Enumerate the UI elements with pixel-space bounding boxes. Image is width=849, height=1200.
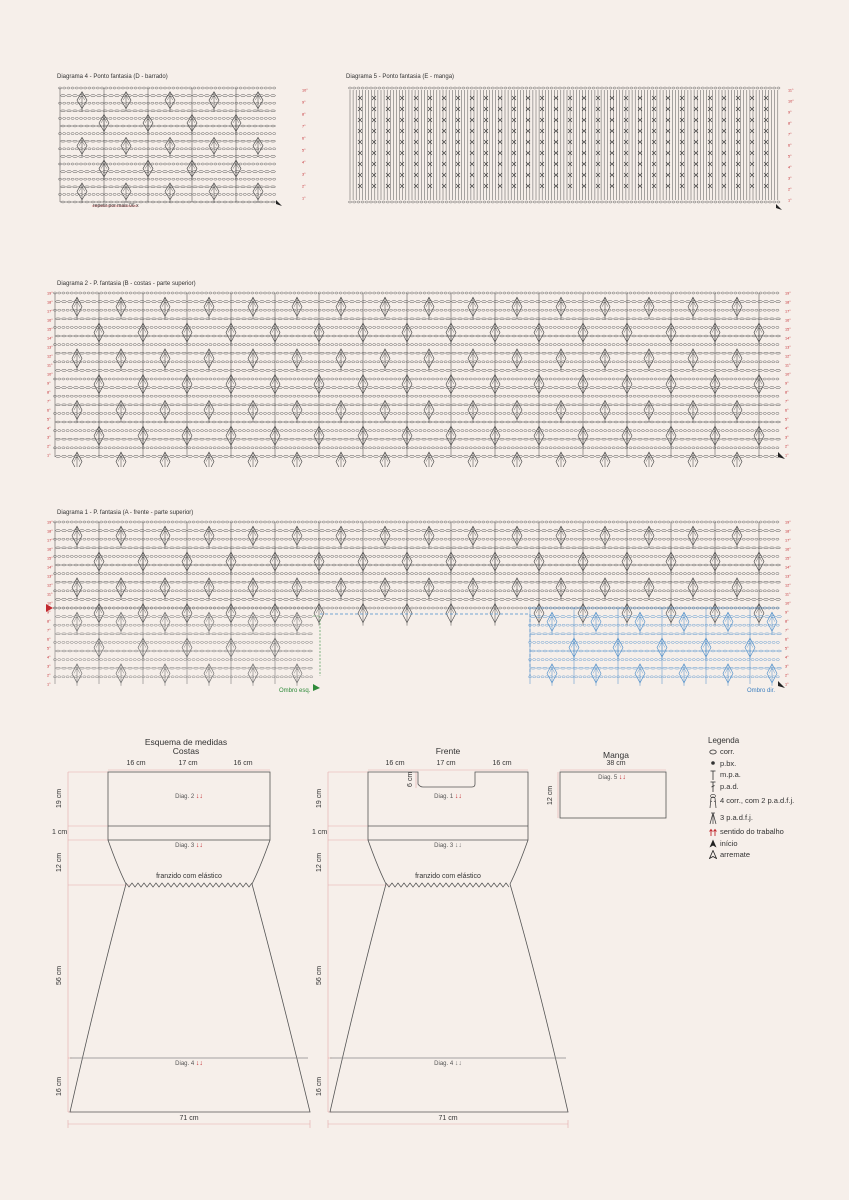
row-number-label: 7° (785, 628, 789, 633)
row-number-label: 3° (47, 664, 51, 669)
row-number-label: 2° (302, 184, 306, 189)
row-number-label: 15° (785, 327, 791, 332)
legend-label: 3 p.a.d.f.j. (720, 813, 753, 822)
picot-cluster-icon (708, 793, 718, 809)
row-number-label: 14° (785, 336, 791, 341)
row-number-label: 7° (47, 628, 51, 633)
down-arrows-icon: ↓↓ (454, 842, 462, 849)
front-top-width-2: 17 cm (436, 760, 456, 767)
row-number-label: 1° (302, 196, 306, 201)
legend-item (708, 769, 794, 781)
row-number-label: 18° (47, 529, 53, 534)
row-number-label: 1° (785, 682, 789, 687)
row-number-label: 12° (47, 583, 53, 588)
row-number-label: 5° (302, 148, 306, 153)
row-number-label: 6° (302, 136, 306, 141)
row-number-label: 13° (47, 345, 53, 350)
row-number-label: 10° (302, 88, 308, 93)
down-arrows-icon: ↓↓ (195, 842, 203, 849)
right-shoulder-label: Ombro dir. (747, 688, 776, 694)
row-number-label: 15° (47, 556, 53, 561)
legend-label: arremate (720, 850, 751, 860)
row-number-label: 4° (47, 426, 51, 431)
row-number-label: 6° (47, 637, 51, 642)
row-number-label: 8° (47, 390, 51, 395)
row-number-label: 18° (785, 529, 791, 534)
legend-item (708, 792, 794, 809)
row-number-label: 1° (788, 198, 792, 203)
row-number-label: 5° (785, 646, 789, 651)
row-number-label: 2° (47, 444, 51, 449)
row-number-label: 9° (302, 100, 306, 105)
row-number-label: 17° (785, 538, 791, 543)
row-number-label: 12° (47, 354, 53, 359)
row-number-label: 11° (785, 363, 791, 368)
row-number-label: 14° (47, 565, 53, 570)
front-title: Frente (435, 746, 461, 756)
front-height-band: 1 cm (312, 829, 328, 836)
row-number-label: 18° (47, 300, 53, 305)
row-number-label: 8° (785, 619, 789, 624)
row-number-label: 8° (47, 619, 51, 624)
legend-item (708, 838, 794, 850)
back-elastic-label: franzido com elástico (156, 873, 222, 880)
row-number-label: 9° (788, 110, 792, 115)
row-number-label: 4° (47, 655, 51, 660)
row-number-label: 1° (47, 682, 51, 687)
legend-item (708, 758, 794, 770)
row-number-label: 2° (785, 673, 789, 678)
sleeve-title: Manga (603, 750, 629, 760)
back-guides (68, 770, 310, 1128)
back-height-skirt: 56 cm (56, 965, 63, 985)
row-number-label: 8° (302, 112, 306, 117)
work-direction-icon (708, 828, 718, 836)
front-diag-bottom-tag: Diag. 4 ↓↓ (434, 1060, 462, 1067)
legend-item (708, 781, 794, 793)
sleeve-diag-tag: Diag. 5 ↓↓ (598, 774, 626, 781)
row-number-label: 12° (785, 583, 791, 588)
back-top-width-3: 16 cm (233, 760, 253, 767)
row-number-label: 19° (47, 520, 53, 525)
row-number-label: 12° (785, 354, 791, 359)
legend-title: Legenda (708, 736, 740, 745)
front-height-waist: 12 cm (316, 852, 323, 872)
row-number-label: 4° (302, 160, 306, 165)
row-number-label: 9° (47, 610, 51, 615)
row-number-label: 6° (47, 408, 51, 413)
diagram-2-title: Diagrama 2 - P. fantasia (B - costas - parte superior) (57, 281, 196, 287)
row-number-label: 1° (47, 453, 51, 458)
sleeve-height-label: 12 cm (547, 785, 554, 805)
row-number-label: 18° (785, 300, 791, 305)
row-number-label: 13° (47, 574, 53, 579)
left-shoulder-label: Ombro esq. (279, 688, 311, 694)
row-number-label: 8° (788, 121, 792, 126)
legend-label: p.a.d. (720, 781, 739, 791)
row-number-label: 6° (785, 408, 789, 413)
row-number-label: 4° (785, 655, 789, 660)
front-diag-band-tag: Diag. 3 ↓↓ (434, 842, 462, 849)
back-title: Costas (172, 746, 200, 756)
back-height-hem: 16 cm (56, 1076, 63, 1096)
down-arrows-icon: ↓↓ (618, 774, 626, 781)
front-top-width-3: 16 cm (492, 760, 512, 767)
row-number-label: 14° (47, 336, 53, 341)
legend-label: início (720, 838, 738, 848)
row-number-label: 19° (47, 291, 53, 296)
back-elastic-zigzag (126, 883, 252, 887)
front-diag-top-tag: Diag. 1 ↓↓ (434, 793, 462, 800)
row-number-label: 16° (47, 547, 53, 552)
back-height-band: 1 cm (52, 829, 68, 836)
row-number-label: 3° (302, 172, 306, 177)
row-number-label: 2° (788, 187, 792, 192)
row-number-label: 7° (47, 399, 51, 404)
down-arrows-icon: ↓↓ (195, 1060, 203, 1067)
down-arrows-icon: ↓↓ (454, 1060, 462, 1067)
row-number-label: 2° (785, 444, 789, 449)
row-number-label: 10° (47, 372, 53, 377)
front-bottom-width: 71 cm (438, 1115, 458, 1122)
legend-label: sentido do trabalho (720, 827, 784, 837)
back-top-width-2: 17 cm (178, 760, 198, 767)
sleeve-width-label: 38 cm (606, 760, 626, 767)
cluster-icon (708, 811, 718, 825)
front-guides (328, 770, 568, 1128)
back-diag-band-tag: Diag. 3 ↓↓ (175, 842, 203, 849)
front-height-hem: 16 cm (316, 1076, 323, 1096)
row-number-label: 7° (788, 132, 792, 137)
front-neck-depth: 6 cm (407, 771, 414, 787)
row-number-label: 17° (47, 538, 53, 543)
legend-item (708, 809, 794, 826)
row-number-label: 19° (785, 291, 791, 296)
row-number-label: 10° (788, 99, 794, 104)
row-number-label: 8° (785, 390, 789, 395)
legend (708, 736, 794, 861)
row-number-label: 3° (788, 176, 792, 181)
down-arrows-icon: ↓↓ (454, 793, 462, 800)
front-height-bodice: 19 cm (316, 788, 323, 808)
row-number-label: 11° (785, 592, 791, 597)
row-number-label: 9° (785, 610, 789, 615)
legend-item (708, 826, 794, 838)
row-number-label: 15° (47, 327, 53, 332)
row-number-label: 10° (47, 601, 53, 606)
diagram-4-repeat-note: repetir por mais 06 x (93, 203, 139, 209)
row-number-label: 17° (47, 309, 53, 314)
row-number-label: 6° (788, 143, 792, 148)
start-icon (708, 839, 718, 848)
row-number-label: 16° (785, 318, 791, 323)
row-number-label: 9° (47, 381, 51, 386)
row-number-label: 6° (785, 637, 789, 642)
diagram-4-title: Diagrama 4 - Ponto fantasia (D - barrado) (57, 74, 168, 80)
row-number-label: 7° (302, 124, 306, 129)
front-top-width-1: 16 cm (385, 760, 405, 767)
front-elastic-zigzag (386, 883, 509, 887)
row-number-label: 5° (47, 646, 51, 651)
row-number-label: 3° (785, 435, 789, 440)
legend-item (708, 746, 794, 758)
row-number-label: 13° (785, 345, 791, 350)
back-height-waist: 12 cm (56, 852, 63, 872)
legend-label: m.p.a. (720, 770, 741, 780)
legend-label: 4 corr., com 2 p.a.d.f.j. (720, 796, 795, 805)
schema-title: Esquema de medidas (144, 737, 228, 747)
slip-stitch-icon (708, 760, 718, 766)
row-number-label: 10° (785, 372, 791, 377)
row-number-label: 9° (785, 381, 789, 386)
legend-label: corr. (720, 747, 735, 757)
back-bottom-width: 71 cm (179, 1115, 199, 1122)
row-number-label: 16° (785, 547, 791, 552)
front-elastic-label: franzido com elástico (415, 873, 481, 880)
row-number-label: 15° (785, 556, 791, 561)
row-number-label: 5° (47, 417, 51, 422)
legend-label: p.bx. (720, 758, 737, 768)
down-arrows-icon: ↓↓ (195, 793, 203, 800)
row-number-label: 5° (785, 417, 789, 422)
row-number-label: 3° (47, 435, 51, 440)
row-number-label: 7° (785, 399, 789, 404)
legend-item (708, 849, 794, 861)
row-number-label: 19° (785, 520, 791, 525)
double-crochet-icon (708, 781, 718, 792)
row-number-label: 5° (788, 154, 792, 159)
row-number-label: 16° (47, 318, 53, 323)
front-height-skirt: 56 cm (316, 965, 323, 985)
row-number-label: 4° (788, 165, 792, 170)
row-number-label: 1° (785, 453, 789, 458)
row-number-label: 17° (785, 309, 791, 314)
row-number-label: 3° (785, 664, 789, 669)
row-number-label: 10° (785, 601, 791, 606)
row-number-label: 11° (788, 88, 794, 93)
row-number-label: 11° (47, 363, 53, 368)
back-diag-top-tag: Diag. 2 ↓↓ (175, 793, 203, 800)
finish-icon (708, 850, 718, 859)
row-number-label: 2° (47, 673, 51, 678)
row-number-label: 4° (785, 426, 789, 431)
diagram-1-title: Diagrama 1 - P. fantasia (A - frente - parte superior) (57, 510, 194, 516)
chain-icon (708, 749, 718, 755)
back-top-width-1: 16 cm (126, 760, 146, 767)
back-diag-bottom-tag: Diag. 4 ↓↓ (175, 1060, 203, 1067)
back-height-bodice: 19 cm (56, 788, 63, 808)
half-double-crochet-icon (708, 770, 718, 780)
diagram-5-title: Diagrama 5 - Ponto fantasia (E - manga) (346, 74, 455, 80)
row-number-label: 11° (47, 592, 53, 597)
row-number-label: 13° (785, 574, 791, 579)
row-number-label: 14° (785, 565, 791, 570)
